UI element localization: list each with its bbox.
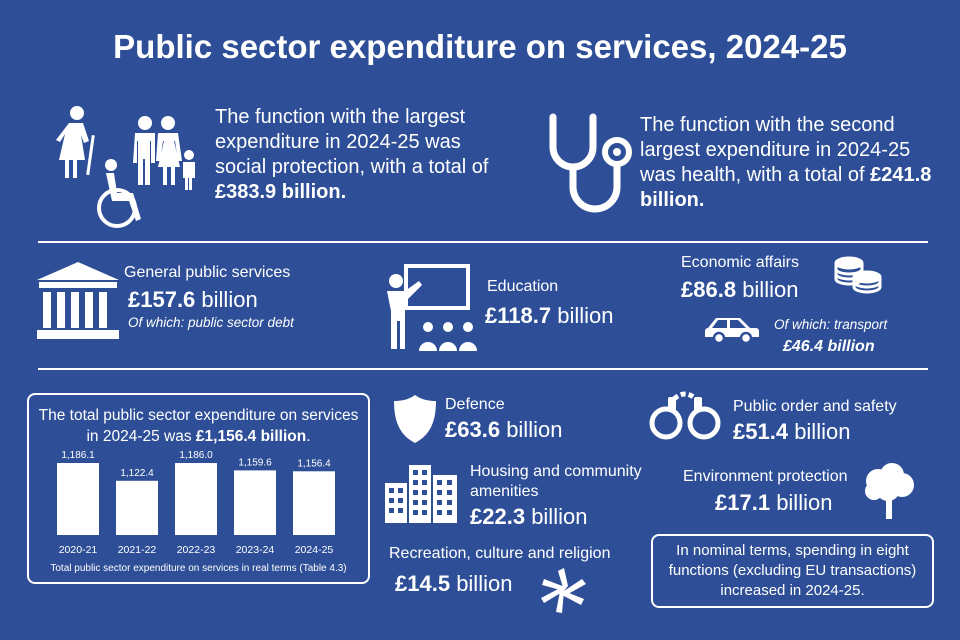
total-expenditure-end: . xyxy=(306,428,311,445)
divider-top xyxy=(38,241,928,243)
general-services-label: General public services xyxy=(124,264,291,281)
social-protection-text xyxy=(215,105,515,205)
car-icon xyxy=(704,314,760,344)
buildings-icon xyxy=(385,465,461,523)
environment-label: Environment protection xyxy=(683,468,848,485)
chart-tick-label: 2023-24 xyxy=(235,544,275,556)
economic-affairs-unit: billion xyxy=(742,277,799,302)
total-expenditure-value: £1,156.4 billion xyxy=(195,428,307,445)
chart-tick-label: 2021-22 xyxy=(117,544,157,556)
total-expenditure-description: The total public sector expenditure on services in 2024-25 was xyxy=(38,407,359,445)
housing-unit: billion xyxy=(531,504,588,529)
economic-affairs-value xyxy=(681,277,798,303)
housing-label: Housing and community amenities xyxy=(470,463,642,500)
economic-affairs-sub: Of which: transport xyxy=(774,317,888,332)
chart-bar-2022-23 xyxy=(175,463,217,535)
chart-data-label: 1,186.0 xyxy=(179,450,213,462)
general-services-value xyxy=(128,287,258,313)
social-protection-value: £383.9 billion. xyxy=(215,181,347,203)
transport-value: £46.4 billion xyxy=(783,338,875,355)
education-amount: £118.7 xyxy=(485,303,552,328)
government-building-icon xyxy=(37,262,119,340)
defence-value xyxy=(445,417,562,443)
hands-circle-icon xyxy=(534,568,594,614)
shield-icon xyxy=(394,395,436,443)
health-text xyxy=(640,113,940,213)
chart-bar-2021-22 xyxy=(116,481,158,535)
chart-bar-2020-21 xyxy=(57,463,99,535)
public-order-amount: £51.4 xyxy=(733,419,789,444)
health-value: £241.8 billion. xyxy=(640,164,932,211)
chart-data-label: 1,186.1 xyxy=(61,450,95,461)
economic-affairs-label: Economic affairs xyxy=(681,254,799,271)
public-order-label: Public order and safety xyxy=(733,398,897,415)
public-order-unit: billion xyxy=(794,419,851,444)
chart-data-label: 1,159.6 xyxy=(238,457,272,469)
education-unit: billion xyxy=(557,303,614,328)
chart-data-label: 1,156.4 xyxy=(297,458,331,470)
recreation-unit: billion xyxy=(456,571,513,596)
family-icon xyxy=(55,105,205,230)
chart-data-label: 1,122.4 xyxy=(120,467,154,479)
environment-value xyxy=(715,490,832,516)
handcuffs-icon xyxy=(648,385,724,445)
stethoscope-icon xyxy=(545,112,635,222)
nominal-terms-text: In nominal terms, spending in eight functions (excluding EU transactions) increased in 2024-25. xyxy=(668,542,917,599)
social-protection-description: The function with the largest expenditure in 2024-25 was social protection, with a total of xyxy=(215,106,489,178)
housing-amount: £22.3 xyxy=(470,504,526,529)
teacher-icon xyxy=(384,263,484,351)
health-description: The function with the second largest expenditure in 2024-25 was health, with a total of xyxy=(640,114,911,186)
total-expenditure-chart xyxy=(29,395,368,582)
education-value xyxy=(485,303,613,329)
recreation-amount: £14.5 xyxy=(395,571,451,596)
housing-value xyxy=(470,504,587,530)
recreation-value xyxy=(395,571,512,597)
tree-icon xyxy=(862,463,916,519)
defence-unit: billion xyxy=(506,417,563,442)
general-services-unit: billion xyxy=(201,287,258,312)
defence-amount: £63.6 xyxy=(445,417,501,442)
environment-amount: £17.1 xyxy=(715,490,771,515)
coins-icon xyxy=(833,257,883,295)
nominal-terms-panel xyxy=(651,534,934,608)
chart-tick-label: 2020-21 xyxy=(58,544,98,556)
environment-unit: billion xyxy=(776,490,833,515)
chart-bar-2024-25 xyxy=(293,471,335,535)
general-services-sub: Of which: public sector debt xyxy=(128,315,294,330)
chart-bar-2023-24 xyxy=(234,470,276,535)
public-order-value xyxy=(733,419,850,445)
chart-tick-label: 2022-23 xyxy=(176,544,216,556)
divider-middle xyxy=(38,368,928,370)
education-label: Education xyxy=(487,278,559,295)
general-services-amount: £157.6 xyxy=(128,287,196,312)
economic-affairs-amount: £86.8 xyxy=(681,277,737,302)
chart-tick-label: 2024-25 xyxy=(294,544,334,556)
defence-label: Defence xyxy=(445,396,505,413)
recreation-label: Recreation, culture and religion xyxy=(389,545,611,562)
chart-caption: Total public sector expenditure on services in real terms (Table 4.3) xyxy=(50,563,347,574)
total-expenditure-panel xyxy=(27,393,370,584)
page-title: Public sector expenditure on services, 2024-25 xyxy=(113,28,847,65)
